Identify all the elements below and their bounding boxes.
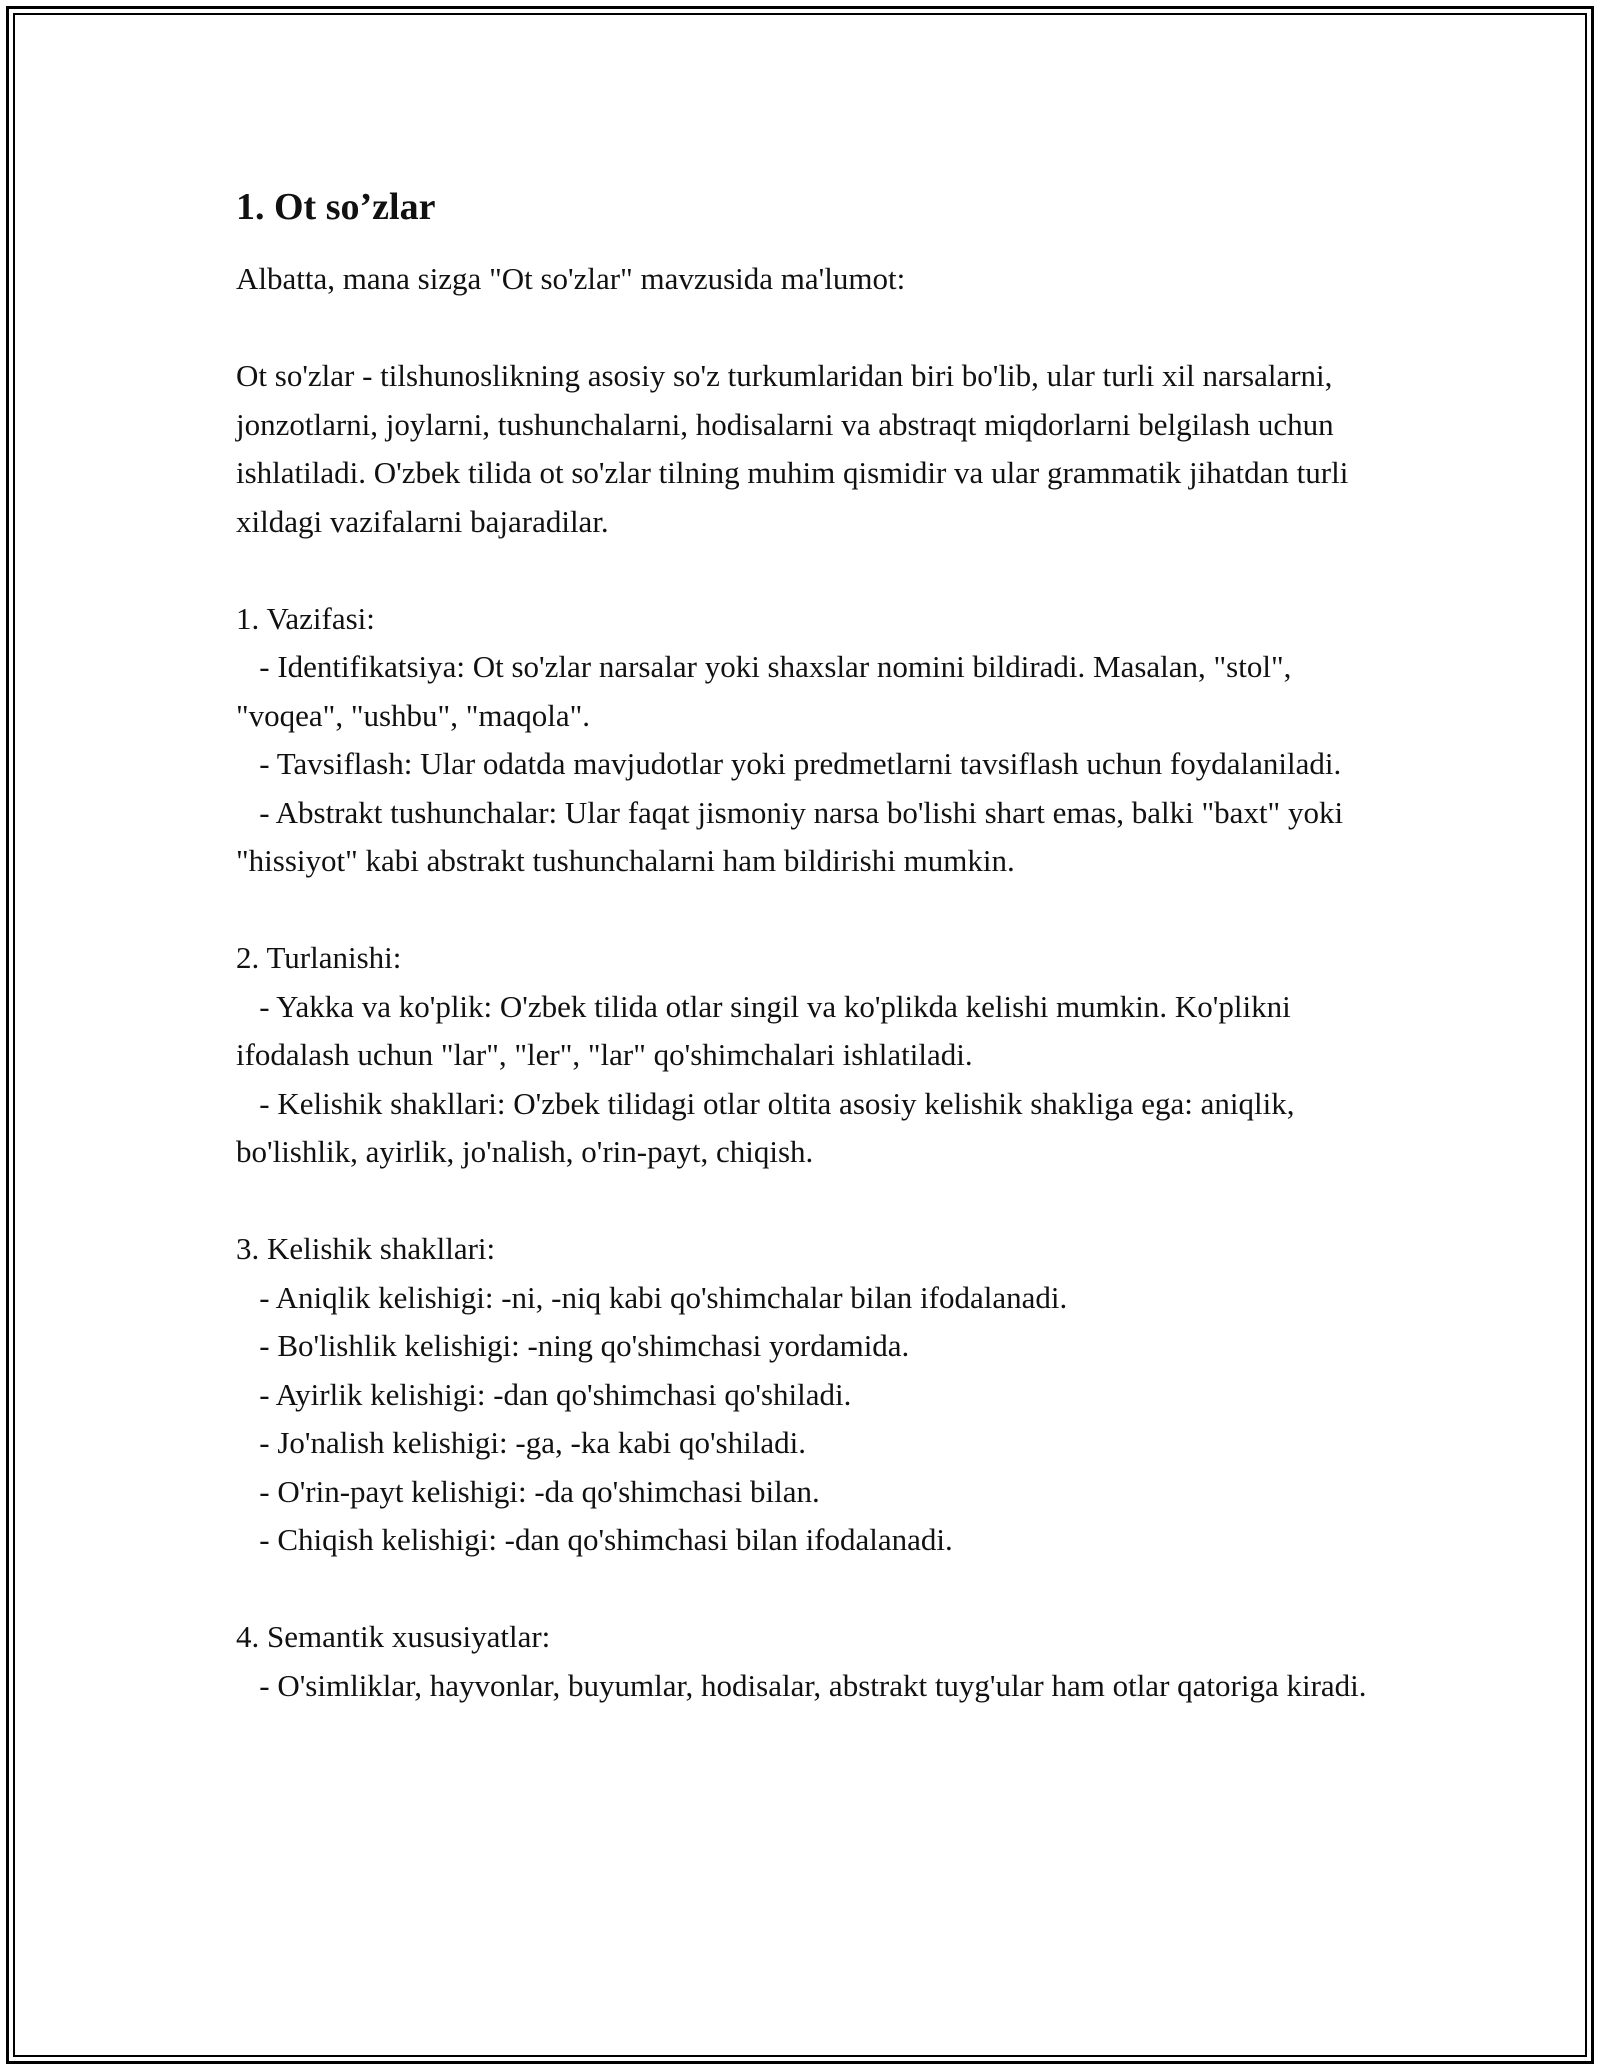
list-item: - O'rin-payt kelishigi: -da qo'shimchasi bilan. [259, 1473, 820, 1509]
section-vazifasi [236, 595, 1376, 886]
section-semantik-xususiyatlar [236, 1613, 1376, 1710]
list-item: - Ayirlik kelishigi: -dan qo'shimchasi qo'shiladi. [259, 1376, 852, 1412]
list-item: - Tavsiflash: Ular odatda mavjudotlar yoki predmetlarni tavsiflash uchun foydalaniladi. [259, 746, 1342, 781]
list-item: - Yakka va ko'plik: O'zbek tilida otlar singil va ko'plikda kelishi mumkin. Ko'plikni ifodalash uchun "lar", "ler", "lar" qo'shimchalari ishlatiladi. [236, 988, 1291, 1072]
list-item: - Kelishik shakllari: O'zbek tilidagi otlar oltita asosiy kelishik shakliga ega: aniqlik, bo'lishlik, ayirlik, jo'nalish, o'rin-payt, chiqish. [236, 1085, 1295, 1169]
section-heading: 4. Semantik xususiyatlar: [236, 1619, 551, 1654]
section-heading: 2. Turlanishi: [236, 940, 402, 975]
definition-paragraph: Ot so'zlar - tilshunoslikning asosiy so'z turkumlaridan biri bo'lib, ular turli xil narsalarni, jonzotlarni, joylarni, tushunchalarni, hodisalarni va abstraqt miqdorlarni belgilash uchun ishlatiladi. O'zbek tilida ot so'zlar tilning muhim qismidir va ular grammatik jihatdan turli xildagi vazifalarni bajaradilar. [236, 358, 1349, 539]
list-item: - Identifikatsiya: Ot so'zlar narsalar yoki shaxslar nomini bildiradi. Masalan, "stol", "voqea", "ushbu", "maqola". [236, 649, 1292, 733]
list-item: - O'simliklar, hayvonlar, buyumlar, hodisalar, abstrakt tuyg'ular ham otlar qatoriga kiradi. [259, 1667, 1367, 1703]
list-item: - Jo'nalish kelishigi: -ga, -ka kabi qo'shiladi. [259, 1425, 806, 1460]
section-heading: 1. Vazifasi: [236, 600, 375, 636]
section-heading: 3. Kelishik shakllari: [236, 1231, 496, 1266]
list-item: - Abstrakt tushunchalar: Ular faqat jismoniy narsa bo'lishi shart emas, balki "baxt" yoki "hissiyot" kabi abstrakt tushunchalarni ham bildirishi mumkin. [236, 794, 1344, 878]
list-item: - Bo'lishlik kelishigi: -ning qo'shimchasi yordamida. [259, 1328, 910, 1363]
document-title: 1. Ot so’zlar [236, 186, 436, 228]
paragraph-gap [236, 1177, 1376, 1226]
document-body [236, 185, 1376, 1710]
paragraph-gap [236, 304, 1376, 353]
paragraph-gap [236, 546, 1376, 595]
section-kelishik-shakllari [236, 1225, 1376, 1565]
section-turlanishi [236, 934, 1376, 1177]
list-item: - Chiqish kelishigi: -dan qo'shimchasi bilan ifodalanadi. [259, 1522, 953, 1557]
intro-paragraph: Albatta, mana sizga "Ot so'zlar" mavzusida ma'lumot: [236, 261, 906, 296]
list-item: - Aniqlik kelishigi: -ni, -niq kabi qo'shimchalar bilan ifodalanadi. [259, 1279, 1068, 1315]
paragraph-gap [236, 886, 1376, 935]
paragraph-gap [236, 1565, 1376, 1614]
